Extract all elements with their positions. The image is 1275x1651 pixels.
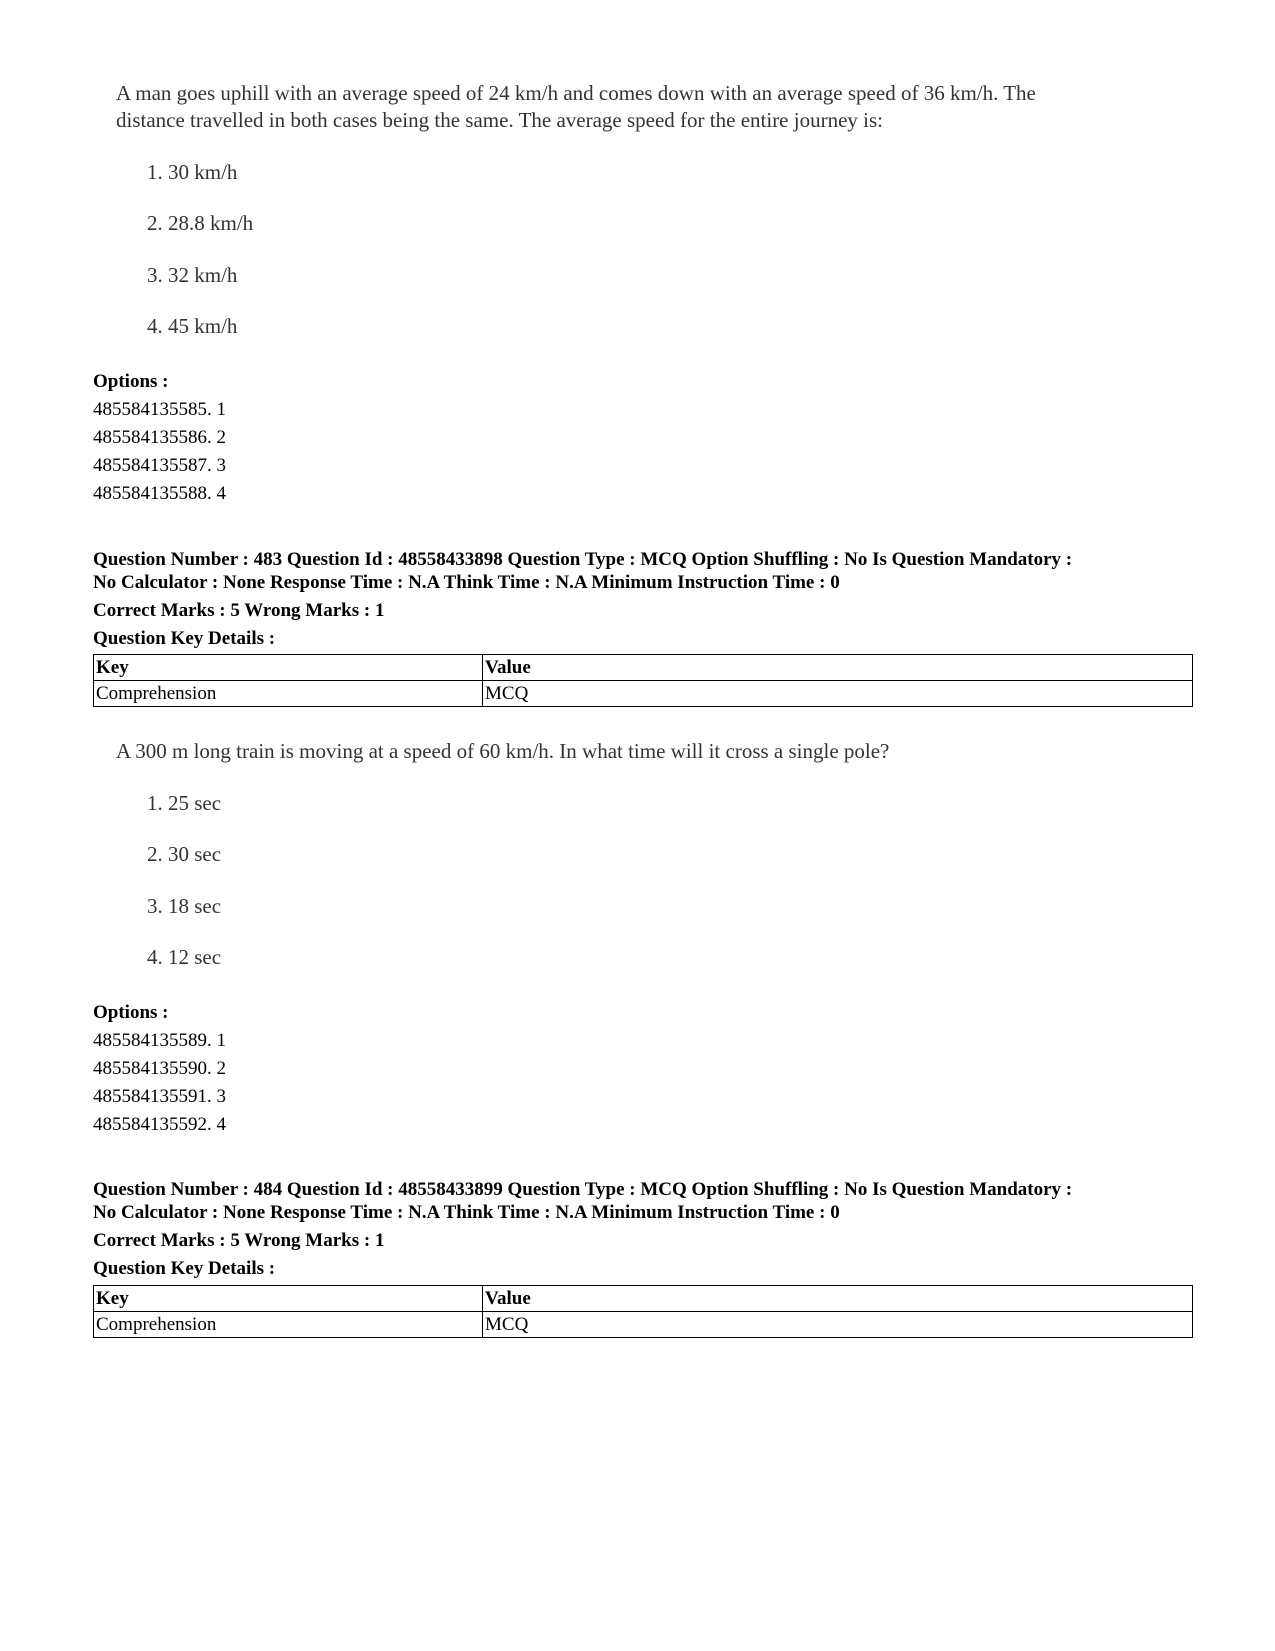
key-details-label: Question Key Details : <box>93 1258 276 1279</box>
option-id: 485584135589. 1 <box>93 1030 226 1051</box>
marks-line: Correct Marks : 5 Wrong Marks : 1 <box>93 600 385 621</box>
table-cell: MCQ <box>483 681 1193 707</box>
table-cell: MCQ <box>483 1312 1193 1338</box>
option-id: 485584135591. 3 <box>93 1086 226 1107</box>
question-choice: 4. 45 km/h <box>147 314 238 338</box>
question-choice: 3. 18 sec <box>147 894 222 918</box>
key-details-label: Question Key Details : <box>93 628 276 649</box>
table-cell: Comprehension <box>94 681 483 707</box>
question-text-line: distance travelled in both cases being the same. The average speed for the entire journey is: <box>116 108 883 132</box>
key-details-table <box>93 1285 1193 1338</box>
table-header-cell: Key <box>94 655 483 681</box>
question-text-line: A man goes uphill with an average speed of 24 km/h and comes down with an average speed of 36 km/h. The <box>116 81 1036 105</box>
question-choice: 4. 12 sec <box>147 945 222 969</box>
table-row <box>94 1312 1193 1338</box>
question-meta-line: No Calculator : None Response Time : N.A Think Time : N.A Minimum Instruction Time : 0 <box>93 1202 840 1223</box>
option-id: 485584135588. 4 <box>93 483 226 504</box>
options-label: Options : <box>93 1002 169 1023</box>
table-header-row <box>94 1286 1193 1312</box>
marks-line: Correct Marks : 5 Wrong Marks : 1 <box>93 1230 385 1251</box>
key-details-table <box>93 654 1193 707</box>
question-meta-line: No Calculator : None Response Time : N.A Think Time : N.A Minimum Instruction Time : 0 <box>93 572 840 593</box>
question-meta-line: Question Number : 483 Question Id : 48558433898 Question Type : MCQ Option Shuffling : No Is Question Mandatory : <box>93 549 1073 570</box>
option-id: 485584135592. 4 <box>93 1114 226 1135</box>
table-header-cell: Value <box>483 1286 1193 1312</box>
option-id: 485584135586. 2 <box>93 427 226 448</box>
question-choice: 3. 32 km/h <box>147 263 238 287</box>
question-meta-line: Question Number : 484 Question Id : 48558433899 Question Type : MCQ Option Shuffling : No Is Question Mandatory : <box>93 1179 1073 1200</box>
question-choice: 2. 28.8 km/h <box>147 211 254 235</box>
question-choice: 1. 25 sec <box>147 791 222 815</box>
table-cell: Comprehension <box>94 1312 483 1338</box>
question-text-line: A 300 m long train is moving at a speed of 60 km/h. In what time will it cross a single pole? <box>116 739 890 763</box>
option-id: 485584135590. 2 <box>93 1058 226 1079</box>
table-row <box>94 681 1193 707</box>
table-header-cell: Key <box>94 1286 483 1312</box>
question-choice: 1. 30 km/h <box>147 160 238 184</box>
table-header-cell: Value <box>483 655 1193 681</box>
option-id: 485584135587. 3 <box>93 455 226 476</box>
options-label: Options : <box>93 371 169 392</box>
table-header-row <box>94 655 1193 681</box>
option-id: 485584135585. 1 <box>93 399 226 420</box>
question-choice: 2. 30 sec <box>147 842 222 866</box>
